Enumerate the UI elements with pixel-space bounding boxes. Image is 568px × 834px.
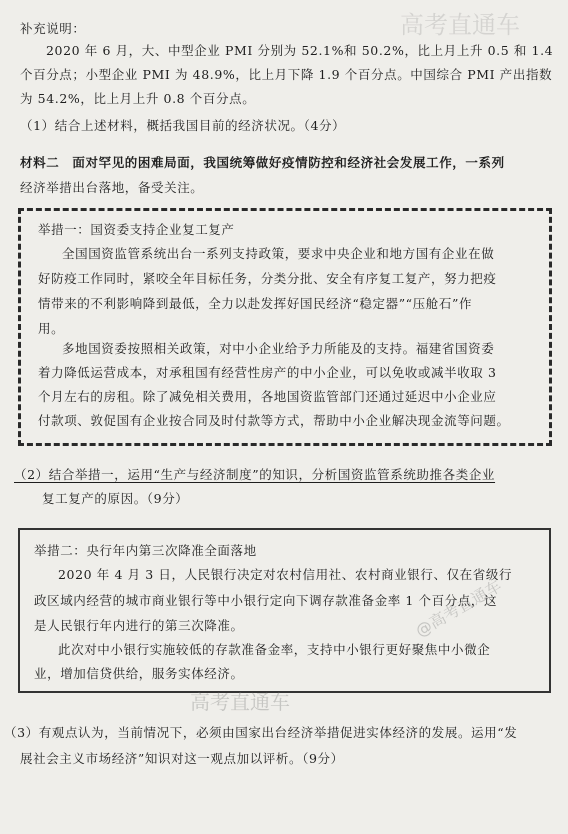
supplement-line: 个百分点；小型企业 PMI 为 48.9%，比上月下降 1.9 个百分点。中国综合 PMI 产出指数 (20, 67, 553, 82)
measure1-line: 多地国资委按照相关政策，对中小企业给予力所能及的支持。福建省国资委 (62, 341, 495, 356)
measure1-line: 付款项、敦促国有企业按合同及时付款等方式，帮助中小企业解决现金流等问题。 (38, 413, 510, 428)
measure1-line: 情带来的不利影响降到最低，全力以赴发挥好国民经济“稳定器”“压舱石”作 (38, 296, 473, 311)
measure2-line: 政区域内经营的城市商业银行等中小银行定向下调存款准备金率 1 个百分点，这 (34, 593, 498, 608)
measure1-line: 全国国资监管系统出台一系列支持政策，要求中央企业和地方国有企业在做 (62, 246, 495, 261)
measure2-line: 是人民银行年内进行的第三次降准。 (34, 618, 244, 633)
watermark-text: 高考直通车 (190, 690, 290, 714)
supplement-heading: 补充说明： (20, 21, 86, 36)
supplement-line: 为 54.2%，比上月上升 0.8 个百分点。 (20, 91, 256, 106)
supplement-line: 2020 年 6 月，大、中型企业 PMI 分别为 52.1%和 50.2%，比上月上升 0.5 和 1.4 (46, 43, 554, 58)
measure2-line: 此次对中小银行实施较低的存款准备金率，支持中小银行更好聚焦中小微企 (58, 642, 491, 657)
measure2-title: 举措二：央行年内第三次降准全面落地 (34, 543, 257, 558)
question-2-text: （2）结合举措一，运用“生产与经济制度”的知识，分析国资监管系统助推各类企业 (14, 467, 496, 482)
question-1: （1）结合上述材料，概括我国目前的经济状况。（4分） (20, 118, 346, 133)
measure1-title: 举措一：国资委支持企业复工复产 (38, 222, 235, 237)
question-2-line: 复工复产的原因。（9分） (42, 491, 189, 506)
question-3-line: （3）有观点认为，当前情况下，必须由国家出台经济举措促进实体经济的发展。运用“发 (4, 725, 518, 740)
measure1-line: 着力降低运营成本，对承租国有经营性房产的中小企业，可以免收或减半收取 3 (38, 365, 497, 380)
watermark-text: 高考直通车 (400, 11, 520, 39)
measure1-line: 好防疫工作同时，紧咬全年目标任务，分类分批、安全有序复工复产，努力把疫 (38, 271, 497, 286)
material2-line: 经济举措出台落地，备受关注。 (20, 180, 204, 195)
material2-line: 材料二 面对罕见的困难局面，我国统筹做好疫情防控和经济社会发展工作，一系列 (20, 155, 505, 170)
measure1-line: 用。 (38, 321, 65, 336)
measure2-line: 业，增加信贷供给，服务实体经济。 (34, 666, 244, 681)
question-2-line (14, 466, 495, 484)
question-3-line: 展社会主义市场经济”知识对这一观点加以评析。（9分） (20, 751, 344, 766)
measure1-box (18, 208, 552, 446)
watermark-text: @高考直通车 (412, 576, 505, 641)
measure1-line: 个月左右的房租。除了减免相关费用，各地国资监管部门还通过延迟中小企业应 (38, 389, 497, 404)
measure2-line: 2020 年 4 月 3 日，人民银行决定对农村信用社、农村商业银行、仅在省级行 (58, 567, 513, 582)
